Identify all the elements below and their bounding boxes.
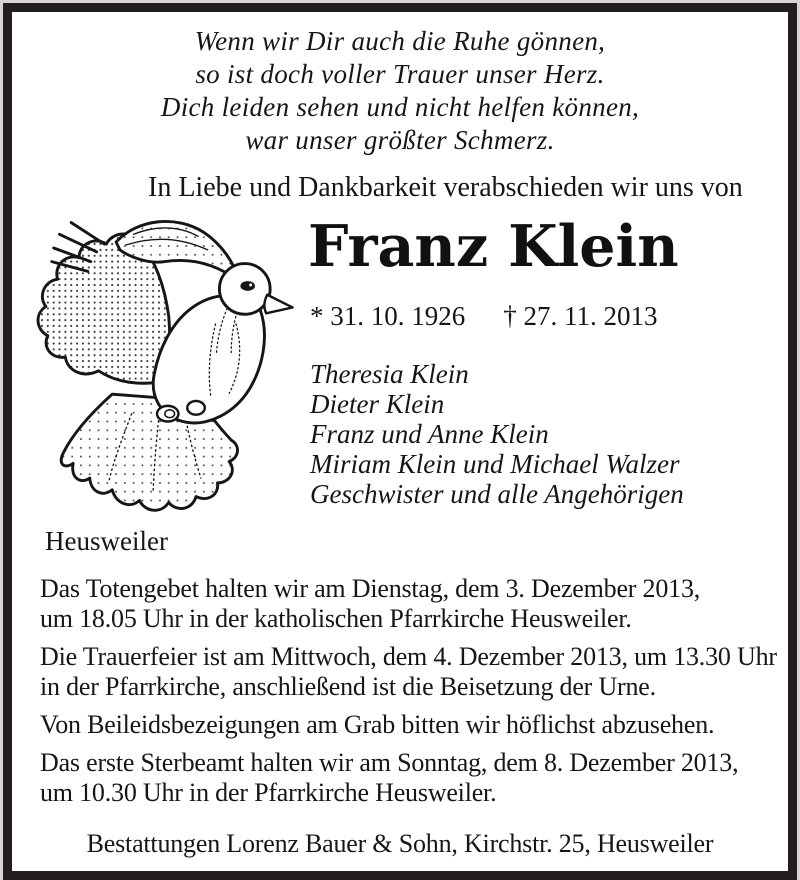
mourner-1: Theresia Klein [310, 359, 469, 389]
obituary-content [12, 12, 788, 871]
beileid-paragraph [40, 710, 782, 740]
dove-icon [14, 207, 302, 519]
beileid-line-1: Von Beileidsbezeigungen am Grab bitten wir höflichst abzusehen. [40, 710, 715, 739]
trauerfeier-line-1: Die Trauerfeier ist am Mittwoch, dem 4. Dezember 2013, um 13.30 Uhr [40, 642, 777, 671]
intro-line: In Liebe und Dankbarkeit verabschieden wir uns von [148, 172, 743, 203]
mourner-5: Geschwister und alle Angehörigen [310, 479, 684, 509]
deceased-name: Franz Klein [308, 213, 679, 280]
verse-line-4: war unser größter Schmerz. [245, 125, 555, 155]
sterbeamt-paragraph [40, 748, 782, 808]
totengebet-line-2: um 18.05 Uhr in der katholischen Pfarrkirche Heusweiler. [40, 604, 632, 633]
verse-line-2: so ist doch voller Trauer unser Herz. [195, 59, 605, 89]
totengebet-line-1: Das Totengebet halten wir am Dienstag, dem 3. Dezember 2013, [40, 574, 701, 603]
trauerfeier-line-2: in der Pfarrkirche, anschließend ist die Beisetzung der Urne. [40, 672, 656, 701]
life-dates [310, 301, 658, 332]
death-date: † 27. 11. 2013 [503, 301, 658, 331]
sterbeamt-line-1: Das erste Sterbeamt halten wir am Sonntag, dem 8. Dezember 2013, [40, 748, 739, 777]
funeral-home-line: Bestattungen Lorenz Bauer & Sohn, Kirchstr. 25, Heusweiler [86, 829, 714, 858]
birth-date: * 31. 10. 1926 [310, 301, 466, 331]
verse-line-3: Dich leiden sehen und nicht helfen können, [160, 92, 640, 122]
mourner-4: Miriam Klein und Michael Walzer [310, 449, 680, 479]
sterbeamt-line-2: um 10.30 Uhr in der Pfarrkirche Heusweiler. [40, 778, 497, 807]
announcements [40, 574, 782, 816]
trauerfeier-paragraph [40, 642, 782, 702]
mourner-2: Dieter Klein [310, 389, 445, 419]
mourners-list [310, 359, 684, 509]
memorial-verse [12, 25, 788, 157]
verse-line-1: Wenn wir Dir auch die Ruhe gönnen, [194, 26, 606, 56]
obituary-notice-frame [3, 3, 797, 880]
totengebet-paragraph [40, 574, 782, 634]
mourner-3: Franz und Anne Klein [310, 419, 549, 449]
place-name: Heusweiler [45, 526, 168, 556]
